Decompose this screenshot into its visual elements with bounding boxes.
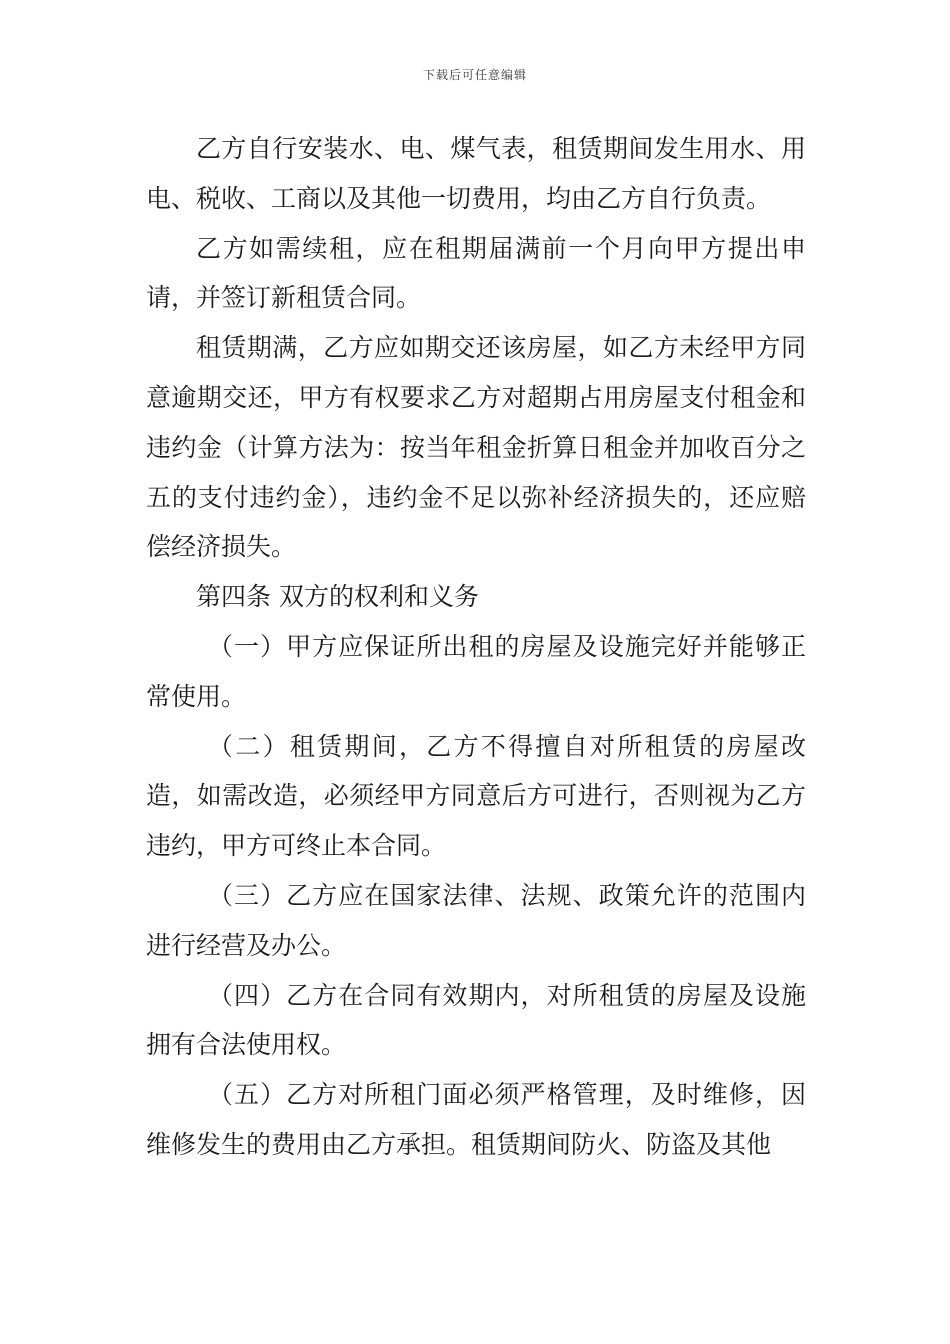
- page-header: 下载后可任意编辑: [422, 68, 527, 82]
- section-heading-article-4: 第四条 双方的权利和义务: [196, 582, 479, 612]
- clause-1: （一）甲方应保证所出租的房屋及设施完好并能够正常使用。: [146, 631, 806, 711]
- contract-body: [146, 124, 806, 1170]
- clause-5: （五）乙方对所租门面必须严格管理，及时维修，因维修发生的费用由乙方承担。租赁期间防火、防盗及其他: [146, 1080, 806, 1159]
- clause-2: （二）租赁期间，乙方不得擅自对所租赁的房屋改造，如需改造，必须经甲方同意后方可进行，否则视为乙方违约，甲方可终止本合同。: [146, 731, 806, 861]
- paragraph-utilities: 乙方自行安装水、电、煤气表，租赁期间发生用水、用电、税收、工商以及其他一切费用，均由乙方自行负责。: [146, 134, 806, 213]
- paragraph-renewal: 乙方如需续租，应在租期届满前一个月向甲方提出申请，并签订新租赁合同。: [146, 233, 806, 313]
- clause-3: （三）乙方应在国家法律、法规、政策允许的范围内进行经营及办公。: [146, 880, 806, 960]
- paragraph-expiry: 租赁期满，乙方应如期交还该房屋，如乙方未经甲方同意逾期交还，甲方有权要求乙方对超期占用房屋支付租金和违约金（计算方法为：按当年租金折算日租金并加收百分之五的支付违约金），违约金不足以弥补经济损失的，还应赔偿经济损失。: [146, 333, 806, 562]
- clause-4: （四）乙方在合同有效期内，对所租赁的房屋及设施拥有合法使用权。: [146, 980, 806, 1060]
